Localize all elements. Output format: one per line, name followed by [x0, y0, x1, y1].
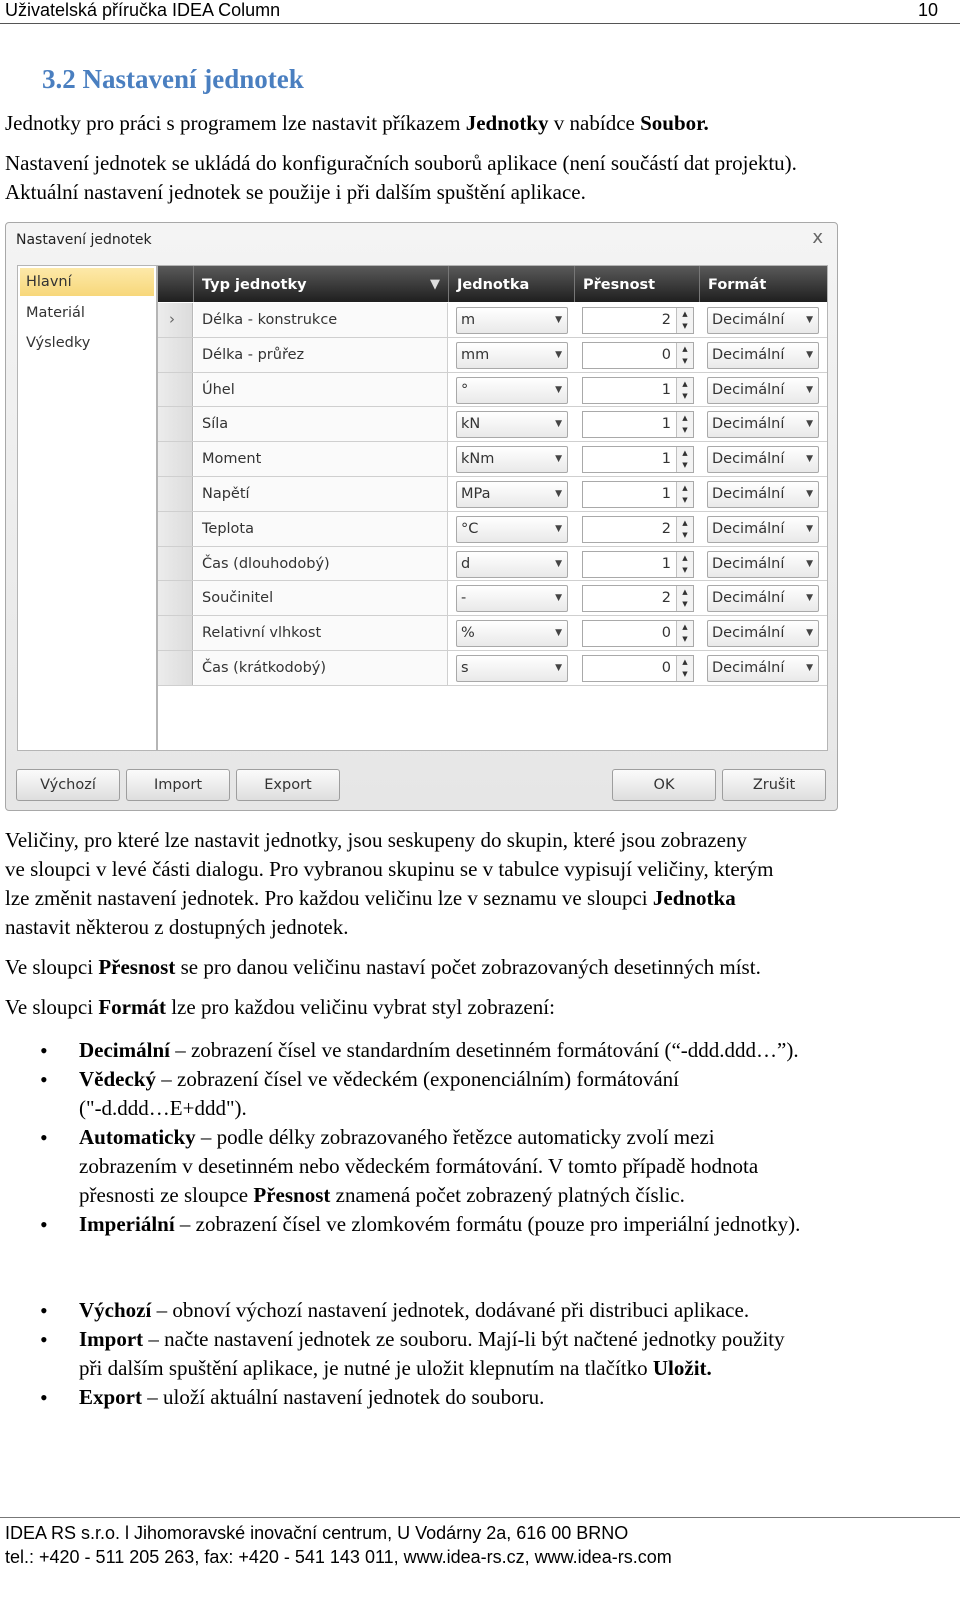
column-header-type[interactable]: Typ jednotky ▼ [193, 266, 448, 302]
format-select[interactable]: Decimální ▼ [707, 377, 819, 404]
chevron-down-icon: ▼ [555, 558, 562, 569]
unit-select[interactable]: d ▼ [456, 551, 568, 578]
footer-contacts: tel.: +420 - 511 205 263, fax: +420 - 541 143 011, www.idea-rs.cz, www.idea-rs.com [5, 1547, 672, 1567]
chevron-down-icon: ▼ [806, 349, 813, 360]
format-select[interactable]: Decimální ▼ [707, 620, 819, 647]
spin-down-icon[interactable]: ▼ [682, 356, 688, 365]
page-footer [0, 1517, 960, 1569]
list-item: • Vědecký – zobrazení čísel ve vědeckém (exponenciálním) formátování ("-d.ddd…E+ddd"). [0, 1065, 935, 1123]
format-select[interactable]: Decimální ▼ [707, 307, 819, 334]
spin-down-icon[interactable]: ▼ [682, 530, 688, 539]
section-title: 3.2 Nastavení jednotek [42, 64, 304, 94]
spin-up-icon[interactable]: ▲ [682, 449, 688, 458]
chevron-down-icon: ▼ [555, 384, 562, 395]
quantity-name: Teplota [194, 512, 448, 546]
precision-stepper[interactable]: 1 ▲ ▼ [582, 411, 694, 438]
chevron-down-icon: ▼ [806, 384, 813, 395]
row-header[interactable] [158, 442, 193, 476]
ok-button[interactable]: OK [612, 769, 716, 801]
format-select[interactable]: Decimální ▼ [707, 446, 819, 473]
chevron-down-icon: ▼ [806, 628, 813, 639]
spin-up-icon[interactable]: ▲ [682, 310, 688, 318]
precision-stepper[interactable]: 2 ▲ ▼ [582, 307, 694, 334]
row-header[interactable] [158, 547, 193, 581]
quantity-name: Čas (krátkodobý) [194, 651, 448, 685]
page-number: 10 [917, 0, 938, 20]
row-header[interactable] [158, 616, 193, 650]
table-row[interactable] [158, 581, 827, 616]
format-select[interactable]: Decimální ▼ [707, 585, 819, 612]
unit-select[interactable]: mm ▼ [456, 342, 568, 369]
column-header-precision[interactable]: Přesnost [574, 266, 699, 302]
table-row[interactable] [158, 547, 827, 582]
unit-select[interactable]: m ▼ [456, 307, 568, 334]
spin-down-icon[interactable]: ▼ [682, 635, 688, 644]
document-title: Uživatelská příručka IDEA Column [5, 0, 281, 20]
precision-stepper[interactable]: 0 ▲ ▼ [582, 342, 694, 369]
unit-select[interactable]: kNm ▼ [456, 446, 568, 473]
chevron-down-icon: ▼ [555, 315, 562, 325]
chevron-down-icon: ▼ [555, 349, 562, 360]
table-row[interactable] [158, 338, 827, 373]
row-header[interactable] [158, 373, 193, 407]
list-item: • Decimální – zobrazení čísel ve standardním desetinném formátování (“-ddd.ddd…”). [0, 1036, 935, 1065]
list-item: • Import – načte nastavení jednotek ze souboru. Mají-li být načtené jednotky použity při dalším spuštění aplikace, je nutné je uložit klepnutím na tlačítko Uložit. [0, 1325, 935, 1383]
table-row[interactable] [158, 616, 827, 651]
body-paragraph-format: Ve sloupci Formát lze pro každou veličinu vybrat styl zobrazení: [5, 995, 555, 1019]
current-row-arrow-icon: › [169, 310, 175, 328]
spin-up-icon[interactable]: ▲ [682, 623, 688, 632]
unit-select[interactable]: - ▼ [456, 585, 568, 612]
chevron-down-icon: ▼ [555, 662, 562, 673]
chevron-down-icon: ▼ [555, 628, 562, 639]
table-row[interactable] [158, 512, 827, 547]
row-header[interactable] [158, 651, 193, 685]
table-row[interactable] [158, 477, 827, 512]
column-header-format[interactable]: Formát [699, 266, 827, 302]
quantity-name: Délka - průřez [194, 338, 448, 372]
group-item-results[interactable]: Výsledky [26, 335, 91, 351]
chevron-down-icon: ▼ [806, 558, 813, 569]
column-header-unit[interactable]: Jednotka [448, 266, 574, 302]
unit-select[interactable]: ° ▼ [456, 377, 568, 404]
quantity-name: Úhel [194, 373, 448, 407]
precision-stepper[interactable]: 1 ▲ ▼ [582, 551, 694, 578]
table-row[interactable] [158, 442, 827, 477]
chevron-down-icon: ▼ [555, 454, 562, 465]
precision-stepper[interactable]: 1 ▲ ▼ [582, 377, 694, 404]
spin-up-icon[interactable]: ▲ [682, 657, 688, 666]
format-select[interactable]: Decimální ▼ [707, 655, 819, 682]
spin-up-icon[interactable]: ▲ [682, 553, 688, 562]
spin-up-icon[interactable]: ▲ [682, 344, 688, 353]
table-row[interactable] [158, 407, 827, 442]
row-header[interactable] [158, 512, 193, 546]
chevron-down-icon: ▼ [806, 454, 813, 465]
format-list [0, 1036, 935, 1239]
precision-stepper[interactable]: 1 ▲ ▼ [582, 481, 694, 508]
running-header [0, 0, 960, 24]
row-header[interactable] [158, 407, 193, 441]
group-item-main[interactable]: Hlavní [20, 268, 154, 296]
group-item-material[interactable]: Materiál [26, 305, 85, 321]
format-select[interactable]: Decimální ▼ [707, 481, 819, 508]
format-select[interactable]: Decimální ▼ [707, 516, 819, 543]
spin-down-icon[interactable]: ▼ [682, 600, 688, 609]
list-item: • Výchozí – obnoví výchozí nastavení jednotek, dodávané při distribuci aplikace. [0, 1296, 935, 1325]
quantity-name: Síla [194, 407, 448, 441]
quantity-name: Čas (dlouhodobý) [194, 547, 448, 581]
unit-select[interactable]: MPa ▼ [456, 481, 568, 508]
precision-stepper[interactable]: 0 ▲ ▼ [582, 620, 694, 647]
chevron-down-icon: ▼ [555, 523, 562, 534]
filter-icon[interactable]: ▼ [430, 277, 440, 292]
chevron-down-icon: ▼ [555, 419, 562, 430]
grid-header [158, 266, 827, 302]
spin-down-icon[interactable]: ▼ [682, 565, 688, 574]
spin-down-icon[interactable]: ▼ [682, 495, 688, 504]
spin-down-icon[interactable]: ▼ [682, 461, 688, 470]
chevron-down-icon: ▼ [806, 419, 813, 430]
quantity-name: Relativní vlhkost [194, 616, 448, 650]
list-item: • Imperiální – zobrazení čísel ve zlomkovém formátu (pouze pro imperiální jednotky). [0, 1210, 935, 1239]
spin-up-icon[interactable]: ▲ [682, 483, 688, 492]
intro-paragraph-1: Jednotky pro práci s programem lze nastavit příkazem Jednotky v nabídce Soubor. [5, 111, 709, 135]
precision-stepper[interactable]: 2 ▲ ▼ [582, 516, 694, 543]
spin-down-icon[interactable]: ▼ [682, 322, 688, 330]
chevron-down-icon: ▼ [806, 662, 813, 673]
body-paragraph-precision: Ve sloupci Přesnost se pro danou veličinu nastaví počet zobrazovaných desetinných míst. [5, 955, 761, 979]
spin-up-icon[interactable]: ▲ [682, 518, 688, 527]
units-settings-dialog [5, 222, 838, 811]
precision-stepper[interactable]: 2 ▲ ▼ [582, 585, 694, 612]
chevron-down-icon: ▼ [806, 523, 813, 534]
quantity-name: Moment [194, 442, 448, 476]
precision-stepper[interactable]: 1 ▲ ▼ [582, 446, 694, 473]
spin-up-icon[interactable]: ▲ [682, 414, 688, 423]
chevron-down-icon: ▼ [555, 593, 562, 604]
table-row[interactable] [158, 303, 827, 338]
row-header[interactable] [158, 581, 193, 615]
body-paragraph-groups: Veličiny, pro které lze nastavit jednotky, jsou seskupeny do skupin, které jsou zobrazeny ve sloupci v levé části dialogu. Pro vybranou skupinu se v tabulce vypisují veličiny, kterým lze změnit nastavení jednotek. Pro každou veličinu lze v seznamu ve sloupci Jednotka nastavit některou z dostupných jednotek. [5, 828, 774, 939]
chevron-down-icon: ▼ [806, 488, 813, 499]
intro-paragraph-2: Nastavení jednotek se ukládá do konfiguračních souborů aplikace (není součástí dat projektu). Aktuální nastavení jednotek se použije i při dalším spuštění aplikace. [5, 151, 797, 204]
unit-select[interactable]: °C ▼ [456, 516, 568, 543]
default-button[interactable]: Výchozí [16, 769, 120, 801]
quantity-name: Součinitel [194, 581, 448, 615]
spin-up-icon[interactable]: ▲ [682, 588, 688, 597]
format-select[interactable]: Decimální ▼ [707, 551, 819, 578]
unit-select[interactable]: % ▼ [456, 620, 568, 647]
chevron-down-icon: ▼ [806, 315, 813, 325]
row-header[interactable] [158, 303, 193, 337]
row-header[interactable] [158, 338, 193, 372]
spin-down-icon[interactable]: ▼ [682, 669, 688, 678]
unit-select[interactable]: kN ▼ [456, 411, 568, 438]
grid-rows [158, 303, 827, 686]
chevron-down-icon: ▼ [555, 488, 562, 499]
export-button[interactable]: Export [236, 769, 340, 801]
import-button[interactable]: Import [126, 769, 230, 801]
units-grid [157, 265, 828, 751]
table-row[interactable] [158, 651, 827, 686]
spin-up-icon[interactable]: ▲ [682, 379, 688, 388]
quantity-name: Napětí [194, 477, 448, 511]
button-description-list [0, 1296, 935, 1412]
cancel-button[interactable]: Zrušit [722, 769, 826, 801]
list-item: • Automaticky – podle délky zobrazovaného řetězce automaticky zvolí mezi zobrazením v desetinném nebo vědeckém formátování. V tomto případě hodnota přesnosti ze sloupce Přesnost znamená počet zobrazený platných číslic. [0, 1123, 935, 1210]
footer-address: IDEA RS s.r.o. l Jihomoravské inovační centrum, U Vodárny 2a, 616 00 BRNO [5, 1523, 629, 1543]
quantity-name: Délka - konstrukce [194, 303, 448, 337]
format-select[interactable]: Decimální ▼ [707, 411, 819, 438]
dialog-title: Nastavení jednotek [16, 232, 152, 248]
spin-down-icon[interactable]: ▼ [682, 391, 688, 400]
precision-stepper[interactable]: 0 ▲ ▼ [582, 655, 694, 682]
row-header[interactable] [158, 477, 193, 511]
chevron-down-icon: ▼ [806, 593, 813, 604]
unit-select[interactable]: s ▼ [456, 655, 568, 682]
close-icon[interactable]: x [812, 227, 823, 248]
table-row[interactable] [158, 373, 827, 408]
spin-down-icon[interactable]: ▼ [682, 426, 688, 435]
group-list [17, 265, 157, 751]
list-item: • Export – uloží aktuální nastavení jednotek do souboru. [0, 1383, 935, 1412]
format-select[interactable]: Decimální ▼ [707, 342, 819, 369]
